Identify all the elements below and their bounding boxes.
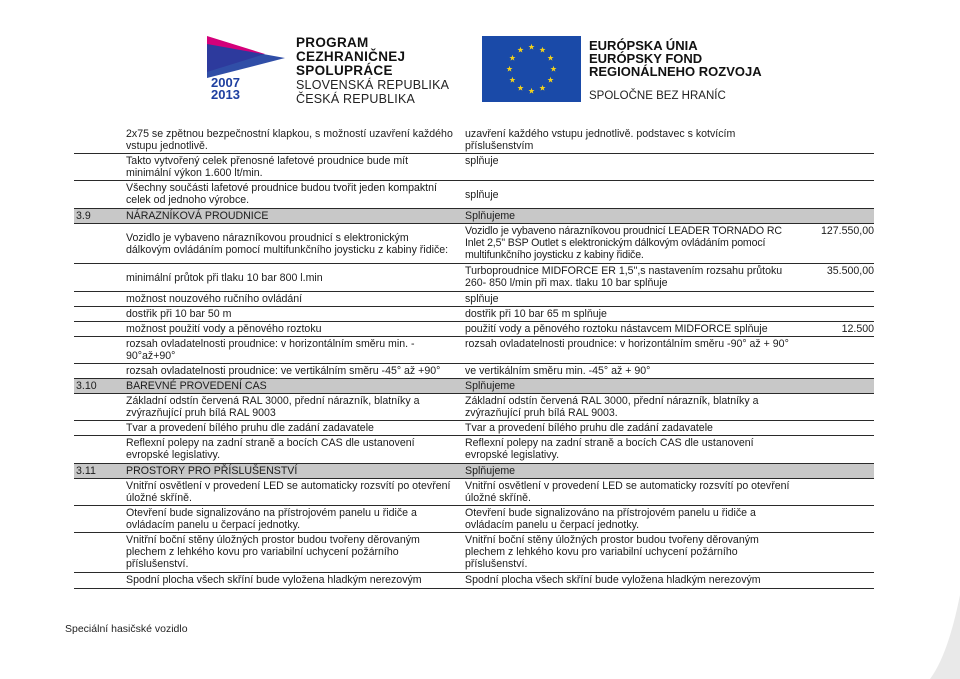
eu-line-1: EURÓPSKA ÚNIA — [589, 38, 698, 53]
offer-cell: Vnitřní boční stěny úložných prostor budou tvořeny děrovaným plechem z lehkého kovu pro variabilní uchycení požárního příslušenství. — [465, 534, 759, 570]
section-row-3-11 — [74, 464, 874, 479]
table-row — [74, 292, 874, 307]
offer-cell: rozsah ovladatelnosti proudnice: v horizontálním směru -90° až + 90° — [465, 338, 789, 350]
table-row — [74, 394, 874, 421]
table-row — [74, 322, 874, 337]
page-header — [0, 0, 960, 112]
section-title: BAREVNÉ PROVEDENÍ CAS — [126, 380, 267, 392]
program-line-4: SLOVENSKÁ REPUBLIKA — [296, 78, 450, 92]
section-number: 3.10 — [76, 380, 97, 392]
table-row — [74, 127, 874, 154]
table-row — [74, 506, 874, 533]
offer-cell: Vnitřní osvětlení v provedení LED se automaticky rozsvítí po otevření úložné skříně. — [465, 480, 790, 504]
offer-cell: Otevření bude signalizováno na přístrojovém panelu u řidiče a ovládacím panelu u čerpací jednotky. — [465, 507, 756, 531]
requirement-cell: Takto vytvořený celek přenosné lafetové proudnice bude mít minimální výkon 1.600 lt/min. — [126, 155, 409, 179]
requirement-cell: Otevření bude signalizováno na přístrojovém panelu u řidiče a ovládacím panelu u čerpací jednotky. — [126, 507, 417, 531]
requirement-cell: rozsah ovladatelnosti proudnice: ve vertikálním směru -45° až +90° — [126, 365, 441, 377]
price-cell: 12.500 — [841, 323, 874, 335]
table-row — [74, 436, 874, 464]
price-cell: 35.500,00 — [826, 265, 874, 277]
section-status: Splňujeme — [465, 380, 516, 392]
table-row — [74, 421, 874, 436]
requirement-cell: minimální průtok při tlaku 10 bar 800 l.min — [126, 271, 323, 284]
eu-motto: SPOLOČNE BEZ HRANÍC — [589, 90, 726, 102]
offer-cell: Základní odstín červená RAL 3000, přední nárazník, blatníky a zvýrazňující pruh bílá RAL 9003. — [465, 395, 759, 419]
eu-flag-icon — [482, 36, 581, 102]
requirement-cell: Vnitřní osvětlení v provedení LED se automaticky rozsvítí po otevření úložné skříně. — [126, 480, 451, 504]
eu-title — [589, 39, 762, 103]
offer-cell: Reflexní polepy na zadní straně a bocích CAS dle ustanovení evropské legislativy. — [465, 437, 754, 461]
section-title: NÁRAZNÍKOVÁ PROUDNICE — [126, 210, 269, 222]
section-status: Splňujeme — [465, 210, 516, 222]
requirement-cell: možnost použití vody a pěnového roztoku — [126, 323, 322, 335]
offer-cell: splňuje — [465, 188, 499, 201]
program-line-1: PROGRAM — [296, 35, 369, 50]
program-line-5: ČESKÁ REPUBLIKA — [296, 92, 416, 106]
requirement-cell: možnost nouzového ručního ovládání — [126, 293, 303, 305]
offer-cell: Turboproudnice MIDFORCE ER 1,5",s nastavením rozsahu průtoku 260- 850 l/min při max. tlaku 10 bar splňuje — [465, 265, 783, 289]
offer-cell: Vozidlo je vybaveno nárazníkovou proudnicí LEADER TORNADO RC Inlet 2,5" BSP Outlet s elektronickým dálkovým ovládáním pomocí multifunkčního joysticku z kabiny řidiče. — [465, 225, 782, 261]
offer-cell: splňuje — [465, 155, 499, 167]
offer-cell: uzavření každého vstupu jednotlivě. podstavec s kotvícím příslušenstvím — [465, 128, 736, 152]
section-number: 3.11 — [76, 465, 96, 477]
offer-cell: Tvar a provedení bílého pruhu dle zadání zadavatele — [465, 422, 713, 434]
section-number: 3.9 — [76, 210, 91, 222]
table-row — [74, 264, 874, 292]
requirement-cell: Spodní plocha všech skříní bude vyložena hladkým nerezovým — [126, 574, 422, 586]
requirement-cell: 2x75 se zpětnou bezpečnostní klapkou, s možností uzavření každého vstupu jednotlivě. — [126, 128, 453, 152]
table-row — [74, 307, 874, 322]
eu-line-2: EURÓPSKY FOND — [589, 51, 703, 66]
section-title: PROSTORY PRO PŘÍSLUŠENSTVÍ — [126, 465, 298, 477]
program-logo — [205, 34, 287, 100]
page-curl-decoration — [930, 595, 960, 679]
table-row — [74, 337, 874, 364]
requirement-cell: Vozidlo je vybaveno nárazníkovou proudnicí s elektronickým dálkovým ovládáním pomocí multifunkčního joysticku z kabiny řidiče: — [126, 231, 449, 256]
offer-cell: použití vody a pěnového roztoku nástavcem MIDFORCE splňuje — [465, 323, 768, 335]
program-title — [296, 36, 449, 106]
price-cell: 127.550,00 — [820, 225, 874, 237]
logo-year-bottom: 2013 — [211, 87, 240, 100]
section-row-3-9 — [74, 209, 874, 224]
page-curl-shadow — [930, 595, 960, 679]
program-line-3: SPOLUPRÁCE — [296, 63, 393, 78]
table-row — [74, 154, 874, 181]
section-row-3-10 — [74, 379, 874, 394]
requirement-cell: rozsah ovladatelnosti proudnice: v horizontálním směru min. - 90°až+90° — [126, 338, 415, 362]
requirement-cell: Všechny součásti lafetové proudnice budou tvořit jeden kompaktní celek od jednoho výrobce. — [126, 182, 437, 206]
requirement-cell: Vnitřní boční stěny úložných prostor budou tvořeny děrovaným plechem z lehkého kovu pro variabilní uchycení požárního příslušenství. — [126, 534, 420, 570]
specification-table — [74, 127, 874, 589]
offer-cell: splňuje — [465, 293, 499, 305]
program-line-2: CEZHRANIČNEJ — [296, 49, 406, 64]
requirement-cell: Reflexní polepy na zadní straně a bocích CAS dle ustanovení evropské legislativy. — [126, 437, 415, 461]
offer-cell: Spodní plocha všech skříní bude vyložena hladkým nerezovým — [465, 574, 761, 586]
table-row — [74, 573, 874, 589]
eu-line-3: REGIONÁLNEHO ROZVOJA — [589, 64, 762, 79]
table-row — [74, 364, 874, 379]
offer-cell: ve vertikálním směru min. -45° až + 90° — [465, 365, 651, 377]
offer-cell: dostřik při 10 bar 65 m splňuje — [465, 308, 607, 320]
requirement-cell: Tvar a provedení bílého pruhu dle zadání zadavatele — [126, 422, 374, 434]
footer-title: Speciální hasičské vozidlo — [65, 623, 188, 635]
requirement-cell: dostřik při 10 bar 50 m — [126, 308, 232, 320]
table-row — [74, 181, 874, 209]
logo-year-top: 2007 — [211, 75, 240, 90]
table-row — [74, 533, 874, 573]
section-status: Splňujeme — [465, 465, 516, 477]
table-row — [74, 224, 874, 264]
table-row — [74, 479, 874, 506]
requirement-cell: Základní odstín červená RAL 3000, přední nárazník, blatníky a zvýrazňující pruh bílá RAL 9003 — [126, 395, 420, 419]
